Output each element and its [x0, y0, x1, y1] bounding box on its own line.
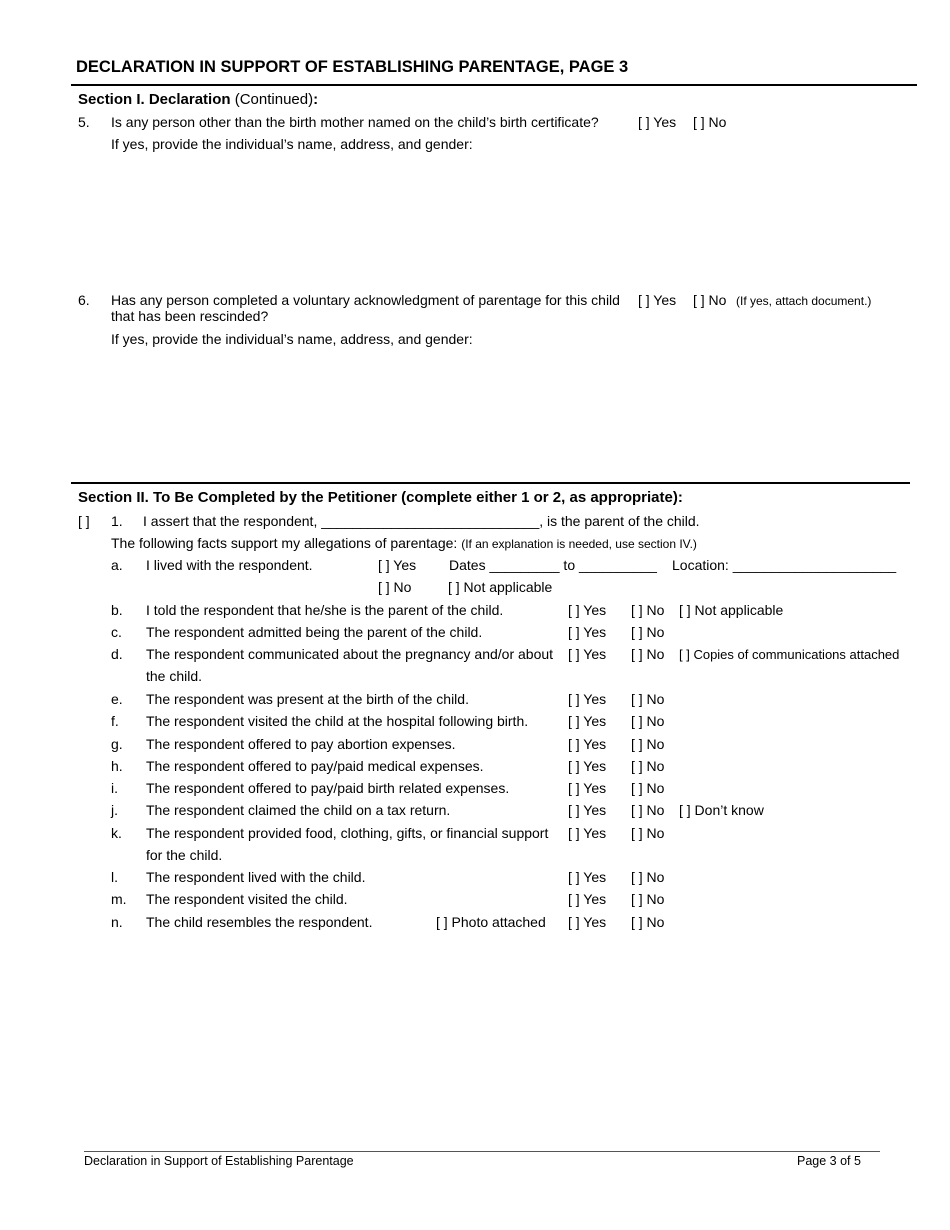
fact-c-text: The respondent admitted being the parent of the child. — [146, 624, 483, 640]
fact-g-yes-checkbox[interactable]: [ ] Yes — [568, 736, 607, 752]
fact-a-yes-checkbox[interactable]: [ ] Yes — [378, 557, 417, 573]
fact-n-letter: n. — [111, 914, 123, 930]
fact-m-no-checkbox[interactable]: [ ] No — [631, 891, 665, 907]
fact-h-no-checkbox[interactable]: [ ] No — [631, 758, 665, 774]
fact-m-yes-checkbox[interactable]: [ ] Yes — [568, 891, 607, 907]
fact-n-text: The child resembles the respondent. — [146, 914, 373, 930]
fact-m-letter: m. — [111, 891, 127, 907]
fact-j-text: The respondent claimed the child on a tax return. — [146, 802, 451, 818]
fact-d-no-checkbox[interactable]: [ ] No — [631, 646, 665, 662]
q5-text: Is any person other than the birth mother named on the child’s birth certificate? — [111, 114, 599, 130]
q6-text-line1: Has any person completed a voluntary acknowledgment of parentage for this child — [111, 292, 620, 308]
fact-f-yes-checkbox[interactable]: [ ] Yes — [568, 713, 607, 729]
fact-k-yes-checkbox[interactable]: [ ] Yes — [568, 825, 607, 841]
q6-no-checkbox[interactable]: [ ] No — [693, 292, 727, 308]
fact-k-text-cont: for the child. — [146, 847, 223, 863]
fact-d-letter: d. — [111, 646, 123, 662]
q6-note: (If yes, attach document.) — [736, 294, 872, 308]
section-1-heading: Section I. Declaration (Continued): — [78, 91, 319, 108]
fact-f-letter: f. — [111, 713, 119, 729]
fact-e-yes-checkbox[interactable]: [ ] Yes — [568, 691, 607, 707]
fact-c-yes-checkbox[interactable]: [ ] Yes — [568, 624, 607, 640]
fact-b-yes-checkbox[interactable]: [ ] Yes — [568, 602, 607, 618]
fact-h-text: The respondent offered to pay/paid medical expenses. — [146, 758, 484, 774]
fact-g-text: The respondent offered to pay abortion expenses. — [146, 736, 456, 752]
header-rule — [71, 84, 917, 86]
fact-b-letter: b. — [111, 602, 123, 618]
footer-right: Page 3 of 5 — [797, 1154, 861, 1168]
fact-d-option-checkbox[interactable]: [ ] Copies of communications attached — [679, 647, 900, 662]
fact-a-text: I lived with the respondent. — [146, 557, 313, 573]
fact-h-letter: h. — [111, 758, 123, 774]
fact-j-option-checkbox[interactable]: [ ] Don’t know — [679, 802, 764, 818]
fact-d-text-cont: the child. — [146, 668, 203, 684]
fact-j-no-checkbox[interactable]: [ ] No — [631, 802, 665, 818]
fact-i-yes-checkbox[interactable]: [ ] Yes — [568, 780, 607, 796]
q6-yes-checkbox[interactable]: [ ] Yes — [638, 292, 677, 308]
section-2-rule — [71, 482, 910, 484]
fact-l-text: The respondent lived with the child. — [146, 869, 366, 885]
fact-l-letter: l. — [111, 869, 118, 885]
item1-number: 1. — [111, 513, 123, 529]
fact-a-location-field[interactable]: Location: _____________________ — [672, 557, 897, 573]
fact-n-no-checkbox[interactable]: [ ] No — [631, 914, 665, 930]
q6-text-line2: that has been rescinded? — [111, 308, 269, 324]
fact-l-no-checkbox[interactable]: [ ] No — [631, 869, 665, 885]
item1-checkbox[interactable]: [ ] — [78, 513, 90, 529]
fact-j-yes-checkbox[interactable]: [ ] Yes — [568, 802, 607, 818]
fact-k-letter: k. — [111, 825, 122, 841]
q6-subtext: If yes, provide the individual’s name, address, and gender: — [111, 331, 473, 347]
fact-i-no-checkbox[interactable]: [ ] No — [631, 780, 665, 796]
fact-j-letter: j. — [111, 802, 118, 818]
page-title: DECLARATION IN SUPPORT OF ESTABLISHING PARENTAGE, PAGE 3 — [76, 58, 629, 76]
q5-subtext: If yes, provide the individual’s name, address, and gender: — [111, 136, 473, 152]
fact-i-letter: i. — [111, 780, 118, 796]
fact-b-no-checkbox[interactable]: [ ] No — [631, 602, 665, 618]
item1-text: I assert that the respondent, ____________________________, is the parent of the child. — [143, 513, 700, 529]
section-2-heading: Section II. To Be Completed by the Petitioner (complete either 1 or 2, as appropriate): — [78, 489, 683, 506]
fact-g-letter: g. — [111, 736, 123, 752]
fact-f-text: The respondent visited the child at the hospital following birth. — [146, 713, 529, 729]
fact-m-text: The respondent visited the child. — [146, 891, 348, 907]
footer-left: Declaration in Support of Establishing Parentage — [84, 1154, 354, 1168]
fact-b-option-checkbox[interactable]: [ ] Not applicable — [679, 602, 784, 618]
fact-n-photo-checkbox[interactable]: [ ] Photo attached — [436, 914, 546, 930]
q6-number: 6. — [78, 292, 90, 308]
fact-i-text: The respondent offered to pay/paid birth related expenses. — [146, 780, 510, 796]
fact-d-text: The respondent communicated about the pregnancy and/or about — [146, 646, 554, 662]
fact-f-no-checkbox[interactable]: [ ] No — [631, 713, 665, 729]
fact-c-letter: c. — [111, 624, 122, 640]
fact-d-yes-checkbox[interactable]: [ ] Yes — [568, 646, 607, 662]
fact-b-text: I told the respondent that he/she is the parent of the child. — [146, 602, 504, 618]
fact-c-no-checkbox[interactable]: [ ] No — [631, 624, 665, 640]
q5-yes-checkbox[interactable]: [ ] Yes — [638, 114, 677, 130]
fact-e-no-checkbox[interactable]: [ ] No — [631, 691, 665, 707]
fact-k-no-checkbox[interactable]: [ ] No — [631, 825, 665, 841]
fact-a-letter: a. — [111, 557, 123, 573]
fact-h-yes-checkbox[interactable]: [ ] Yes — [568, 758, 607, 774]
fact-e-letter: e. — [111, 691, 123, 707]
q5-number: 5. — [78, 114, 90, 130]
fact-a-no-checkbox[interactable]: [ ] No — [378, 579, 412, 595]
facts-intro: The following facts support my allegations of parentage: (If an explanation is needed, use section IV.) — [111, 535, 697, 551]
footer-rule — [84, 1151, 880, 1152]
fact-l-yes-checkbox[interactable]: [ ] Yes — [568, 869, 607, 885]
fact-n-yes-checkbox[interactable]: [ ] Yes — [568, 914, 607, 930]
fact-g-no-checkbox[interactable]: [ ] No — [631, 736, 665, 752]
fact-e-text: The respondent was present at the birth of the child. — [146, 691, 469, 707]
fact-k-text: The respondent provided food, clothing, gifts, or financial support — [146, 825, 549, 841]
q5-no-checkbox[interactable]: [ ] No — [693, 114, 727, 130]
fact-a-na-checkbox[interactable]: [ ] Not applicable — [448, 579, 553, 595]
fact-a-dates-field[interactable]: Dates _________ to __________ — [449, 557, 657, 573]
